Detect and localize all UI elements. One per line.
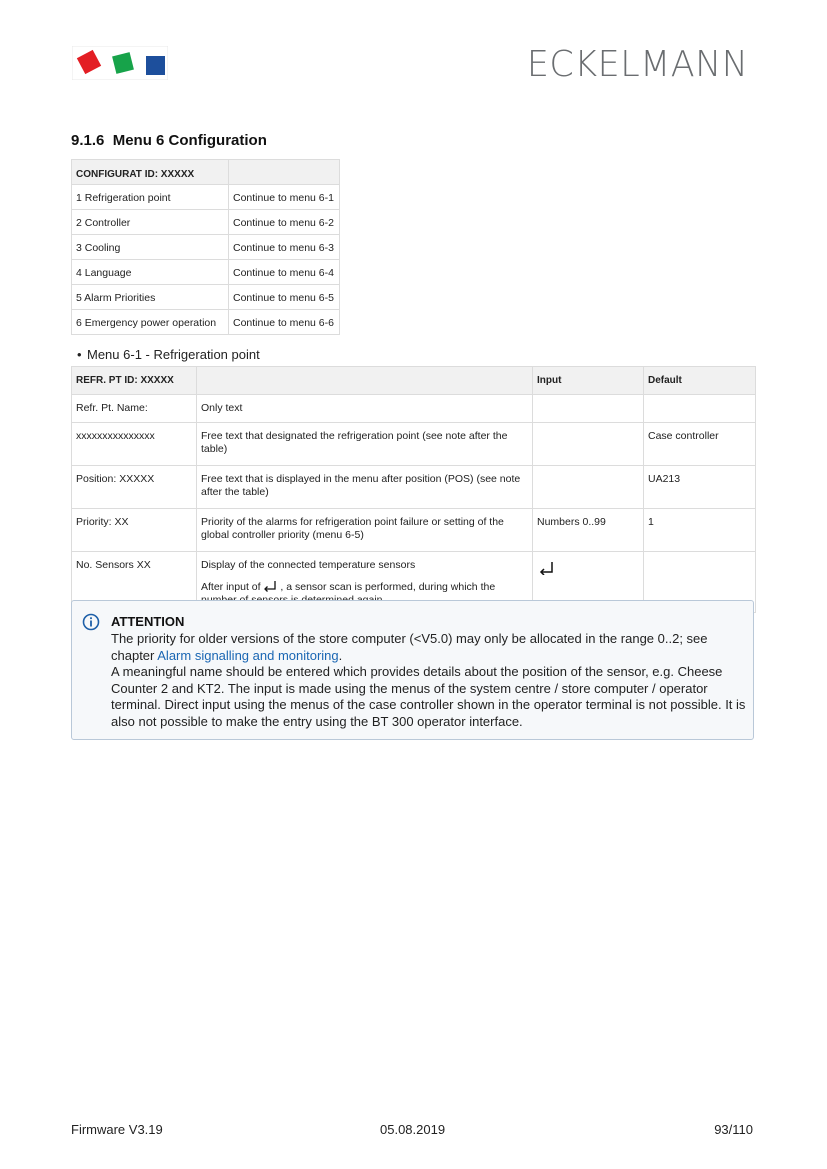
section-title-text: Menu 6 Configuration [112, 132, 267, 149]
table-cell: 2 Controller [72, 210, 229, 235]
table-row [72, 210, 340, 235]
table-cell: No. Sensors XX [72, 552, 197, 613]
section-title [71, 132, 267, 149]
footer-date: 05.08.2019 [380, 1122, 446, 1137]
table-cell: Continue to menu 6-4 [229, 260, 340, 285]
table-row [72, 185, 340, 210]
attention-paragraph [111, 631, 751, 664]
table-cell: Free text that is displayed in the menu after position (POS) (see note after the table) [197, 466, 533, 509]
table-row [72, 260, 340, 285]
attention-box [71, 600, 754, 740]
table-header-cell [197, 367, 533, 395]
table-row [72, 285, 340, 310]
brand-wordmark: ECKELMANN [526, 44, 748, 85]
table-cell: 1 Refrigeration point [72, 185, 229, 210]
table-cell: xxxxxxxxxxxxxxx [72, 423, 197, 466]
table-row [72, 509, 756, 552]
attention-body [111, 631, 751, 730]
table-cell: Refr. Pt. Name: [72, 395, 197, 423]
table-cell: Continue to menu 6-6 [229, 310, 340, 335]
info-icon [82, 613, 100, 631]
table-row [72, 466, 756, 509]
configuration-table [71, 159, 340, 335]
table-cell [533, 395, 644, 423]
table-cell: UA213 [644, 466, 756, 509]
bullet-text: Menu 6-1 - Refrigeration point [87, 347, 260, 362]
table-cell: Numbers 0..99 [533, 509, 644, 552]
attention-text: The priority for older versions of the store computer (<V5.0) may only be allocated in the range 0..2; see chapter [111, 631, 708, 663]
table-cell [533, 423, 644, 466]
table-cell: Continue to menu 6-1 [229, 185, 340, 210]
table-header-cell: Default [644, 367, 756, 395]
table-cell: Case controller [644, 423, 756, 466]
table-cell: Only text [197, 395, 533, 423]
table-cell: 3 Cooling [72, 235, 229, 260]
table-cell: 6 Emergency power operation [72, 310, 229, 335]
table-header-cell: REFR. PT ID: XXXXX [72, 367, 197, 395]
footer-page-number: 93/110 [714, 1122, 753, 1137]
table-cell: Priority of the alarms for refrigeration point failure or setting of the global controller priority (menu 6-5) [197, 509, 533, 552]
enter-key-icon [539, 561, 555, 575]
table-row [72, 423, 756, 466]
table-cell: Continue to menu 6-3 [229, 235, 340, 260]
logo-red-square [77, 50, 101, 74]
table-header-cell [229, 160, 340, 185]
table-cell: Free text that designated the refrigeration point (see note after the table) [197, 423, 533, 466]
eckelmann-logo-squares [72, 46, 168, 80]
section-number: 9.1.6 [71, 132, 105, 149]
table-header-cell: CONFIGURAT ID: XXXXX [72, 160, 229, 185]
logo-blue-square [146, 56, 165, 75]
table-cell [533, 466, 644, 509]
bullet-dot-icon: • [77, 347, 82, 362]
table-row [72, 235, 340, 260]
logo-green-square [112, 52, 134, 74]
attention-text: . [338, 647, 343, 663]
table-header-row [72, 367, 756, 395]
table-row [72, 310, 340, 335]
table-cell: Continue to menu 6-2 [229, 210, 340, 235]
bullet-item [77, 347, 260, 362]
table-cell: 4 Language [72, 260, 229, 285]
sensor-scan-note-start: After input of [201, 581, 261, 593]
table-header-cell: Input [533, 367, 644, 395]
attention-paragraph: A meaningful name should be entered which provides details about the position of the sensor, e.g. Cheese Counter 2 and KT2. The input is made using the menus of the system centre / store computer / operator terminal. Direct input using the menus of the case controller shown in the operator terminal is not possible. It is also not possible to make the entry using the BT 300 operator interface. [111, 664, 746, 729]
refrigeration-point-table [71, 366, 756, 613]
table-cell: Priority: XX [72, 509, 197, 552]
sensor-scan-note-end: , a sensor scan is performed, during which the [280, 581, 496, 593]
attention-title: ATTENTION [111, 614, 185, 629]
footer-firmware: Firmware V3.19 [71, 1122, 163, 1137]
table-cell [644, 395, 756, 423]
table-cell: Position: XXXXX [72, 466, 197, 509]
table-row [72, 395, 756, 423]
table-cell: 5 Alarm Priorities [72, 285, 229, 310]
table-cell: Continue to menu 6-5 [229, 285, 340, 310]
table-cell: 1 [644, 509, 756, 552]
enter-key-icon [263, 580, 277, 592]
sensor-description-line: Display of the connected temperature sensors [201, 559, 416, 571]
table-header-row [72, 160, 340, 185]
alarm-signalling-link[interactable]: Alarm signalling and monitoring [157, 647, 339, 663]
